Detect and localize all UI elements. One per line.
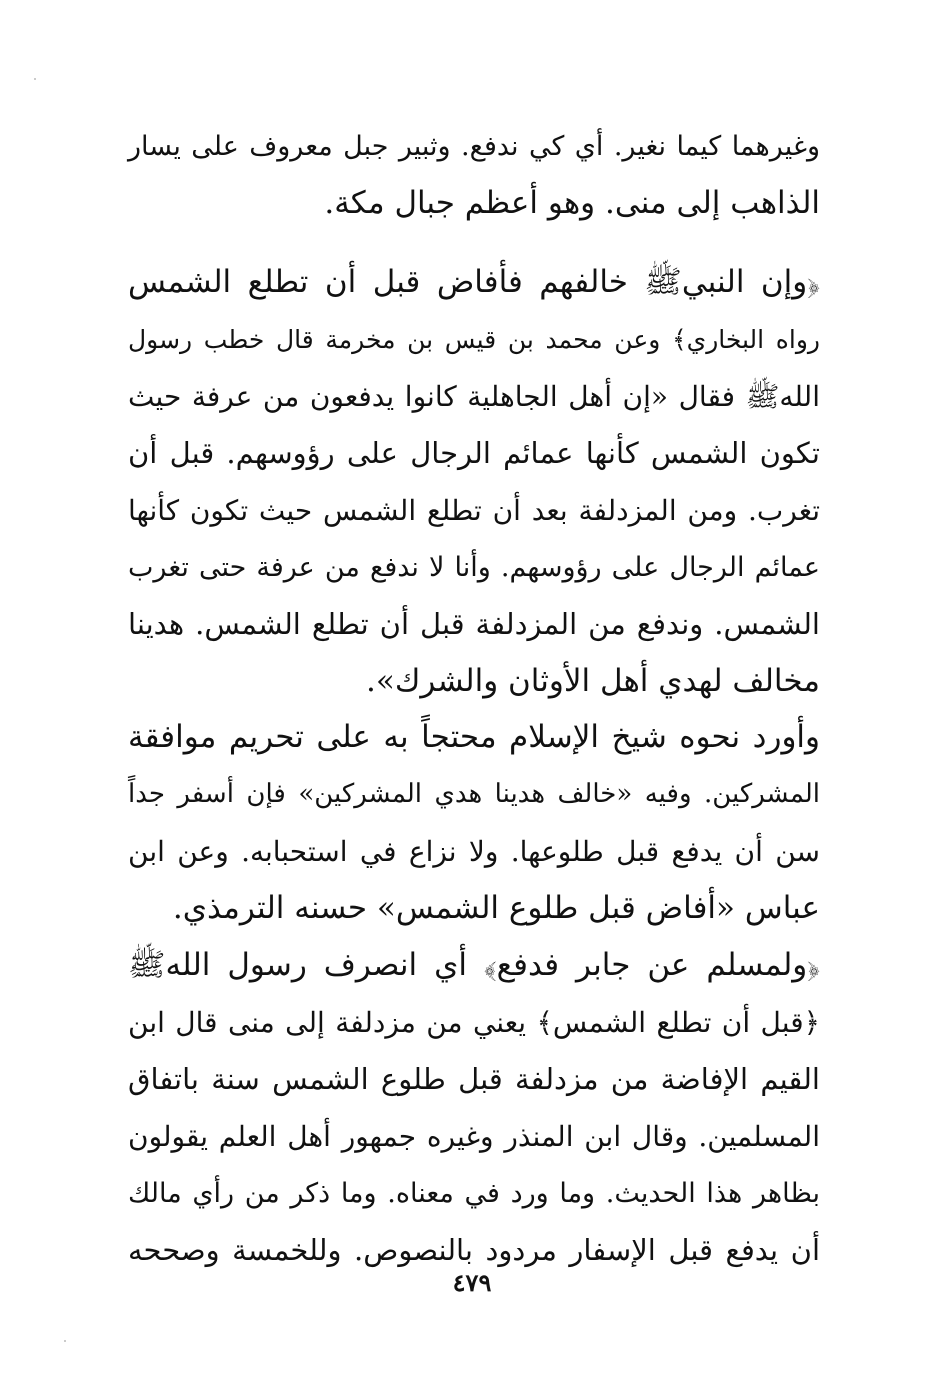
text-line: المشركين. وفيه «خالف هدينا هدي المشركين» فإن أسفر جداً: [128, 779, 820, 809]
text-line: رواه البخاري﴾ وعن محمد بن قيس بن مخرمة قال خطب رسول: [128, 325, 820, 354]
text-line: عمائم الرجال على رؤوسهم. وأنا لا ندفع من عرفة حتى تغرب: [128, 552, 820, 583]
paragraph-4: [128, 937, 820, 1279]
text-line: القيم الإفاضة من مزدلفة قبل طلوع الشمس سنة باتفاق: [128, 1062, 820, 1096]
text-line: وأورد نحوه شيخ الإسلام محتجاً به على تحريم موافقة: [128, 719, 820, 755]
text-line: المسلمين. وقال ابن المنذر وغيره جمهور أهل العلم يقولون: [128, 1120, 820, 1153]
text-line: بظاهر هذا الحديث. وما ورد في معناه. وما ذكر من رأي مالك: [128, 1178, 820, 1209]
text-line: تكون الشمس كأنها عمائم الرجال على رؤوسهم. قبل أن: [128, 436, 820, 470]
paragraph-3: [128, 709, 820, 937]
paragraph-2: [128, 254, 820, 710]
text-line: اللهﷺ فقال «إن أهل الجاهلية كانوا يدفعون من عرفة حيث: [128, 380, 820, 413]
text-line: ﴿ولمسلم عن جابر فدفع﴾ أي انصرف رسول اللهﷺ: [128, 947, 820, 983]
text-line: وغيرهما كيما نغير. أي كي ندفع. وثبير جبل معروف على يسار: [128, 131, 820, 162]
text-line: ﴿وإن النبيﷺ خالفهم فأفاض قبل أن تطلع الشمس: [128, 264, 820, 300]
text-line: عباس «أفاض قبل طلوع الشمس» حسنه الترمذي.: [172, 890, 820, 926]
text-line: مخالف لهدي أهل الأوثان والشرك».: [366, 663, 820, 699]
text-line: الشمس. وندفع من المزدلفة قبل أن تطلع الشمس. هدينا: [128, 607, 820, 641]
text-line: الذاهب إلى منى. وهو أعظم جبال مكة.: [324, 185, 820, 221]
scan-speck: [34, 78, 36, 80]
scan-speck: [64, 1340, 66, 1342]
text-line: تغرب. ومن المزدلفة بعد أن تطلع الشمس حيث تكون كأنها: [128, 494, 820, 527]
text-line: ﴿قبل أن تطلع الشمس﴾ يعني من مزدلفة إلى منى قال ابن: [128, 1006, 820, 1039]
text-line: أن يدفع قبل الإسفار مردود بالنصوص. وللخمسة وصححه: [128, 1233, 820, 1267]
page-number: ٤٧٩: [452, 1268, 492, 1297]
paragraph-1: [128, 118, 820, 232]
text-line: سن أن يدفع قبل طلوعها. ولا نزاع في استحبابه. وعن ابن: [128, 835, 820, 868]
